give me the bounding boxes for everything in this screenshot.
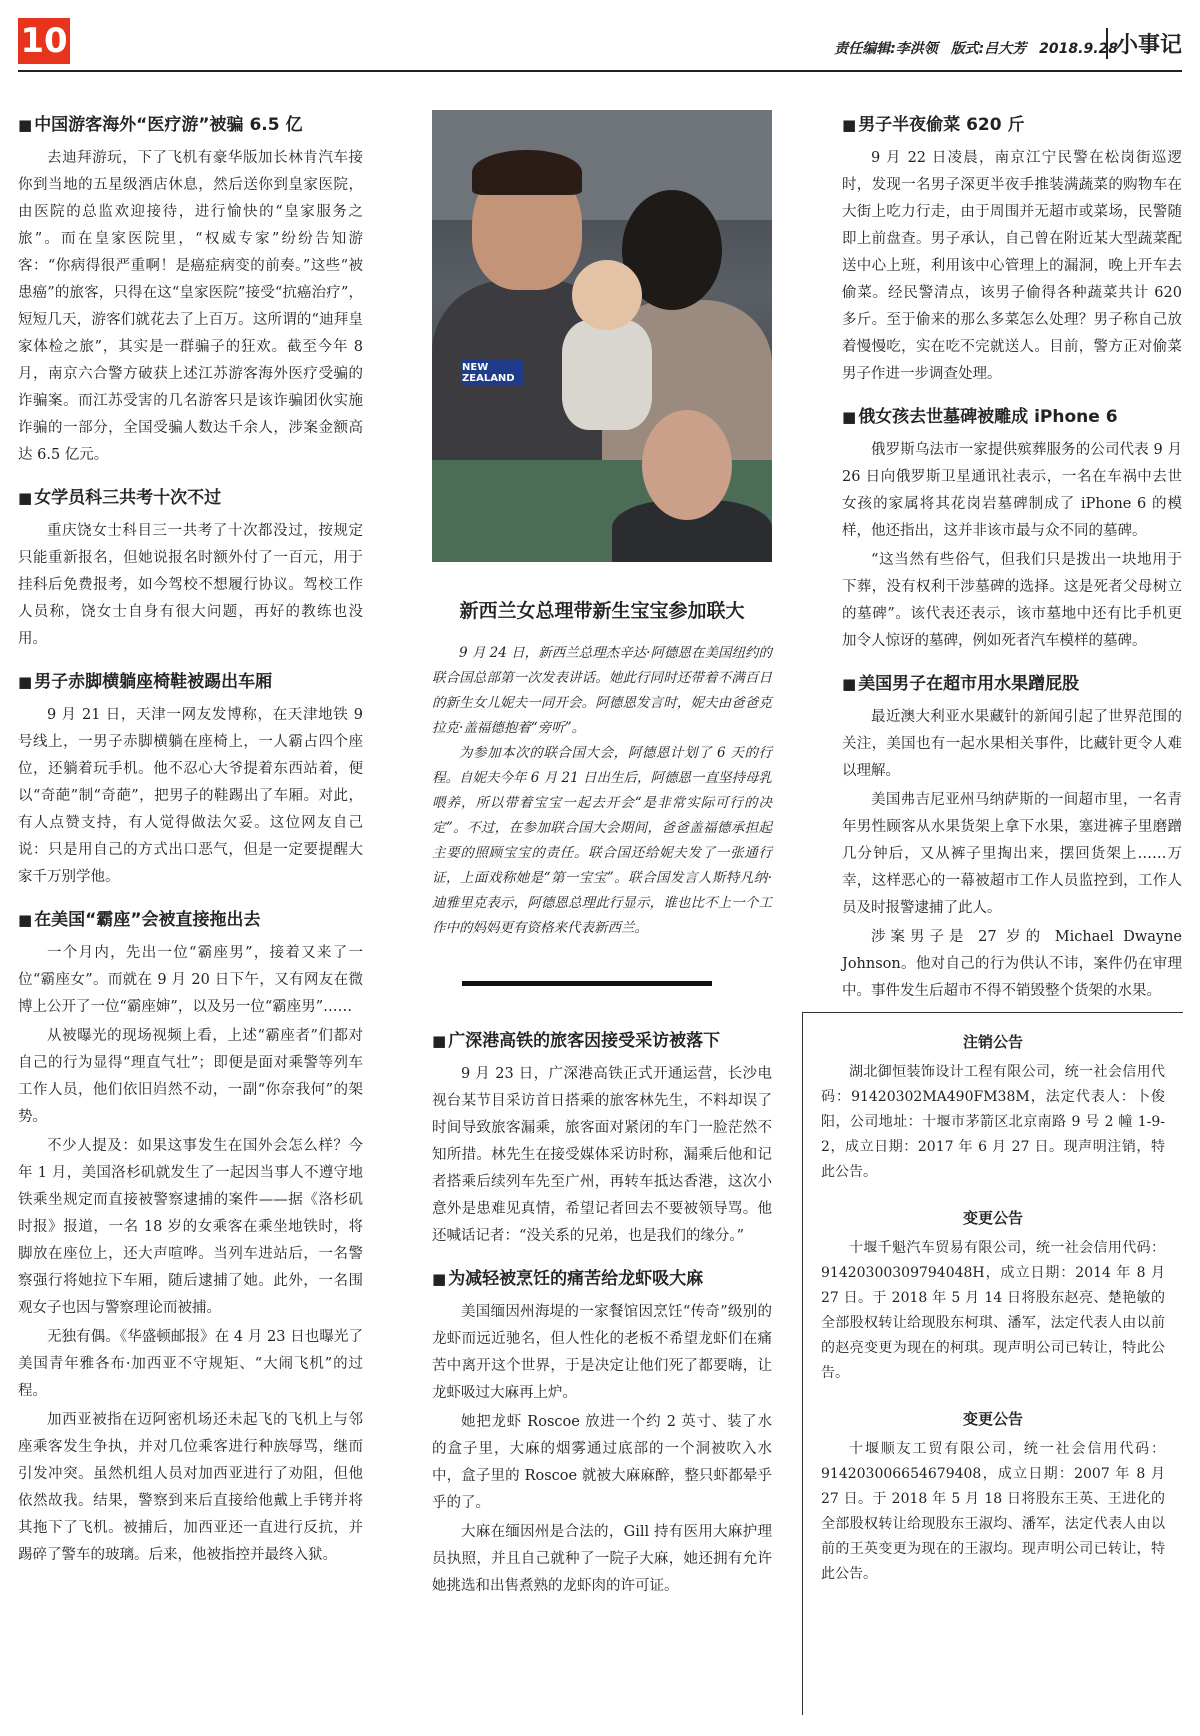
photo-baby-head (572, 260, 642, 330)
article-paragraph: 最近澳大利亚水果藏针的新闻引起了世界范围的关注，美国也有一起水果相关事件，比藏针更令人难以理解。 (842, 709, 1182, 779)
news-photo (432, 110, 772, 562)
notice-text: 十堰顺友工贸有限公司，统一社会信用代码：914203006654679408，成立日期：2007 年 8 月 27 日。于 2018 年 5 月 18 日将股东王英、王进化的全部股权转让给现股东王淑均、潘军，法定代表人由以前的王英变更为现在的王淑均。现声明公司已转让，特此公告。 (821, 1441, 1165, 1582)
article-paragraph: 9 月 22 日凌晨，南京江宁民警在松岗街巡逻时，发现一名男子深更半夜手推装满蔬菜的购物车在大街上吃力行走，由于周围并无超市或菜场，民警随即上前盘查。男子承认，自己曾在附近某大型蔬菜配送中心上班，利用该中心管理上的漏洞，晚上开车去偷菜。经民警清点，该男子偷得各种蔬菜共计 620 多斤。至于偷来的那么多菜怎么处理？男子称自己放着慢慢吃，实在吃不完就送人。目前，警方正对偷菜男子作进一步调查处理。 (842, 150, 1182, 382)
article-paragraph: 无独有偶。《华盛顿邮报》在 4 月 23 日也曝光了美国青年雅各布·加西亚不守规矩、“大闹飞机”的过程。 (18, 1329, 363, 1399)
photo-father-hair (472, 150, 582, 195)
article-lobster (432, 1264, 772, 1600)
article-title: ■ 美国男子在超市用水果蹭屁股 (842, 669, 1182, 694)
photo-nameplate: NEW ZEALAND (462, 360, 524, 386)
notice-change (803, 1207, 1183, 1386)
divider-bar (462, 981, 712, 986)
notice-cancellation (803, 1031, 1183, 1185)
article-paragraph: 一个月内，先出一位“霸座男”，接着又来了一位“霸座女”。而就在 9 月 20 日下午，又有网友在微博上公开了一位“霸座婶”，以及另一位“霸座男”…… (18, 945, 363, 1015)
notice-title: 变更公告 (962, 1209, 1023, 1227)
editor-credit: 责任编辑:李洪领 (834, 41, 938, 57)
article-paragraph: 不少人提及：如果这事发生在国外会怎么样？今年 1 月，美国洛杉矶就发生了一起因当事人不遵守地铁乘坐规定而直接被警察逮捕的案件——据《洛杉矶时报》报道，一名 18 岁的女乘客在乘坐地铁时，将脚放在座位上，还大声喧哗。当列车进站后，一名警察强行将她拉下车厢，随后逮捕了她。此外，一名围观女子也因与警察理论而被捕。 (18, 1138, 363, 1316)
article-supermarket-fruit (842, 669, 1182, 1005)
article-title: ■ 广深港高铁的旅客因接受采访被落下 (432, 1026, 772, 1051)
article-vegetable-theft (842, 110, 1182, 388)
article-paragraph: 从被曝光的现场视频上看，上述“霸座者”们都对自己的行为显得“理直气壮”；即便是面对乘警等列车工作人员，他们依旧岿然不动，一副“你奈我何”的架势。 (18, 1028, 363, 1125)
article-high-speed-rail (432, 1026, 772, 1250)
feature-title: 新西兰女总理带新生宝宝参加联大 (459, 600, 745, 622)
article-paragraph: 重庆饶女士科目三一共考了十次都没过，按规定只能重新报名，但她说报名时额外付了一百元，用于挂科后免费报考，如今驾校不想履行协议。驾校工作人员称，饶女士自身有很大问题，再好的教练也没用。 (18, 523, 363, 647)
article-title: ■ 男子赤脚横躺座椅鞋被踢出车厢 (18, 667, 363, 692)
article-title: ■ 男子半夜偷菜 620 斤 (842, 110, 1182, 135)
feature-paragraph: 9 月 24 日，新西兰总理杰辛达·阿德恩在美国纽约的联合国总部第一次发表讲话。她此行同时还带着不满百日的新生女儿妮夫一同开会。阿德恩发言时，妮夫由爸爸克拉克·盖福德抱着“旁听”。 (432, 645, 772, 736)
column-left (18, 110, 363, 1583)
notice-text: 湖北御恒装饰设计工程有限公司，统一社会信用代码：91420302MA490FM38M，法定代表人：卜俊阳，公司地址：十堰市茅箭区北京南路 9 号 2 幢 1-9-2，成立日期：2017 年 6 月 27 日。现声明注销，特此公告。 (821, 1064, 1165, 1180)
article-title: ■ 在美国“霸座”会被直接拖出去 (18, 905, 363, 930)
article-paragraph: 涉案男子是 27 岁的 Michael Dwayne Johnson。他对自己的行为供认不讳，案件仍在审理中。事件发生后超市不得不销毁整个货架的水果。 (842, 929, 1182, 999)
feature-paragraph: 为参加本次的联合国大会，阿德恩计划了 6 天的行程。自妮夫今年 6 月 21 日出生后，阿德恩一直坚持母乳喂养，所以带着宝宝一起去开会“是非常实际可行的决定”。不过，在参加联合国大会期间，爸爸盖福德承担起主要的照顾宝宝的责任。联合国还给妮夫发了一张通行证，上面戏称她是“第一宝宝”。联合国发言人斯特凡纳·迪雅里克表示，阿德恩总理此行显示，谁也比不上一个工作中的妈妈更有资格来代表新西兰。 (432, 745, 772, 936)
article-paragraph: 俄罗斯乌法市一家提供殡葬服务的公司代表 9 月 26 日向俄罗斯卫星通讯社表示，一名在车祸中去世女孩的家属将其花岗岩墓碑制成了 iPhone 6 的模样，他还指出，这并非该市最与众不同的墓碑。 (842, 442, 1182, 539)
notice-title: 变更公告 (962, 1410, 1023, 1428)
layout-credit: 版式:吕大芳 (950, 41, 1027, 57)
column-middle (432, 110, 772, 1614)
photo-baby-body (562, 320, 652, 430)
page-number: 10 (18, 18, 70, 64)
page-header (0, 0, 1200, 72)
article-medical-tour (18, 110, 363, 469)
article-title: ■ 女学员科三共考十次不过 (18, 483, 363, 508)
article-paragraph: 美国缅因州海堤的一家餐馆因烹饪“传奇”级别的龙虾而远近驰名，但人性化的老板不希望龙虾们在痛苦中离开这个世界，于是决定让他们死了都要嗨，让龙虾吸过大麻再上炉。 (432, 1304, 772, 1401)
notice-change (803, 1408, 1183, 1587)
article-paragraph: 加西亚被指在迈阿密机场还未起飞的飞机上与邻座乘客发生争执，并对几位乘客进行种族辱骂，继而引发冲突。虽然机组人员对加西亚进行了劝阻，但他依然故我。结果，警察到来后直接给他戴上手铐并将其拖下了飞机。被捕后，加西亚还一直进行反抗，并踢碎了警车的玻璃。后来，他被指控并最终入狱。 (18, 1412, 363, 1563)
issue-date: 2018.9.28 (1039, 41, 1118, 57)
article-title: ■ 中国游客海外“医疗游”被骗 6.5 亿 (18, 110, 363, 135)
article-metro-shoes (18, 667, 363, 891)
feature-story (432, 596, 772, 941)
article-title: ■ 为减轻被烹饪的痛苦给龙虾吸大麻 (432, 1264, 772, 1289)
notices-box (802, 1012, 1183, 1715)
article-seat-hog-us (18, 905, 363, 1569)
section-title: 小事记 (1106, 28, 1182, 59)
article-paragraph: 9 月 23 日，广深港高铁正式开通运营，长沙电视台某节目采访首日搭乘的旅客林先生，不料却误了时间导致旅客漏乘，旅客面对紧闭的车门一脸茫然不知所措。林先生在接受媒体采访时称，漏乘后他和记者搭乘后续列车先至广州，再转车抵达香港，这次小意外是患难见真情，希望记者回去不要被领导骂。他还喊话记者：“没关系的兄弟，也是我们的缘分。” (432, 1066, 772, 1244)
article-paragraph: 9 月 21 日，天津一网友发博称，在天津地铁 9 号线上，一男子赤脚横躺在座椅上，一人霸占四个座位，还躺着玩手机。他不忍心大爷提着东西站着，便以“奇葩”制“奇葩”，把男子的鞋踢出了车厢。对此，有人点赞支持，有人觉得做法欠妥。这位网友自己说：只是用自己的方式出口恶气，但是一定要提醒大家千万别学他。 (18, 707, 363, 885)
photo-aide-head (642, 410, 732, 520)
article-paragraph: 去迪拜游玩，下了飞机有豪华版加长林肯汽车接你到当地的五星级酒店休息，然后送你到皇家医院，由医院的总监欢迎接待，进行愉快的“皇家服务之旅”。而在皇家医院里，“权威专家”纷纷告知游客：“你病得很严重啊！是癌症病变的前奏。”这些“被患癌”的旅客，只得在这“皇家医院”接受“抗癌治疗”，短短几天，游客们就花去了上百万。这所谓的“迪拜皇家体检之旅”，其实是一群骗子的狂欢。截至今年 8 月，南京六合警方破获上述江苏游客海外医疗受骗的诈骗案。而江苏受害的几名游客只是该诈骗团伙实施诈骗的一部分，全国受骗人数达千余人，涉案金额高达 6.5 亿元。 (18, 150, 363, 463)
article-driving-test (18, 483, 363, 653)
article-paragraph: 她把龙虾 Roscoe 放进一个约 2 英寸、装了水的盒子里，大麻的烟雾通过底部的一个洞被吹入水中，盒子里的 Roscoe 就被大麻麻醉，整只虾都晕乎乎的了。 (432, 1414, 772, 1511)
notice-text: 十堰千魁汽车贸易有限公司，统一社会信用代码：91420300309794048H，成立日期：2014 年 8 月 27 日。于 2018 年 5 月 14 日将股东赵亮、楚艳敏的全部股权转让给现股东柯琪、潘军，法定代表人由以前的赵亮变更为现在的柯琪。现声明公司已转让，特此公告。 (821, 1240, 1165, 1381)
article-iphone-tomb (842, 402, 1182, 655)
header-rule (18, 70, 1182, 72)
credits (826, 38, 1118, 58)
notice-title: 注销公告 (962, 1033, 1023, 1051)
article-paragraph: 美国弗吉尼亚州马纳萨斯的一间超市里，一名青年男性顾客从水果货架上拿下水果，塞进裤子里磨蹭几分钟后，又从裤子里掏出来，摆回货架上……万幸，这样恶心的一幕被超市工作人员监控到，工作人员及时报警逮捕了此人。 (842, 792, 1182, 916)
column-right (842, 110, 1182, 1019)
article-title: ■ 俄女孩去世墓碑被雕成 iPhone 6 (842, 402, 1182, 427)
article-paragraph: “这当然有些俗气，但我们只是拨出一块地用于下葬，没有权利干涉墓碑的选择。这是死者父母树立的墓碑”。该代表还表示，该市墓地中还有比手机更加令人惊讶的墓碑，例如死者汽车模样的墓碑。 (842, 552, 1182, 649)
article-paragraph: 大麻在缅因州是合法的，Gill 持有医用大麻护理员执照，并且自己就种了一院子大麻，她还拥有允许她挑选和出售煮熟的龙虾肉的许可证。 (432, 1524, 772, 1594)
